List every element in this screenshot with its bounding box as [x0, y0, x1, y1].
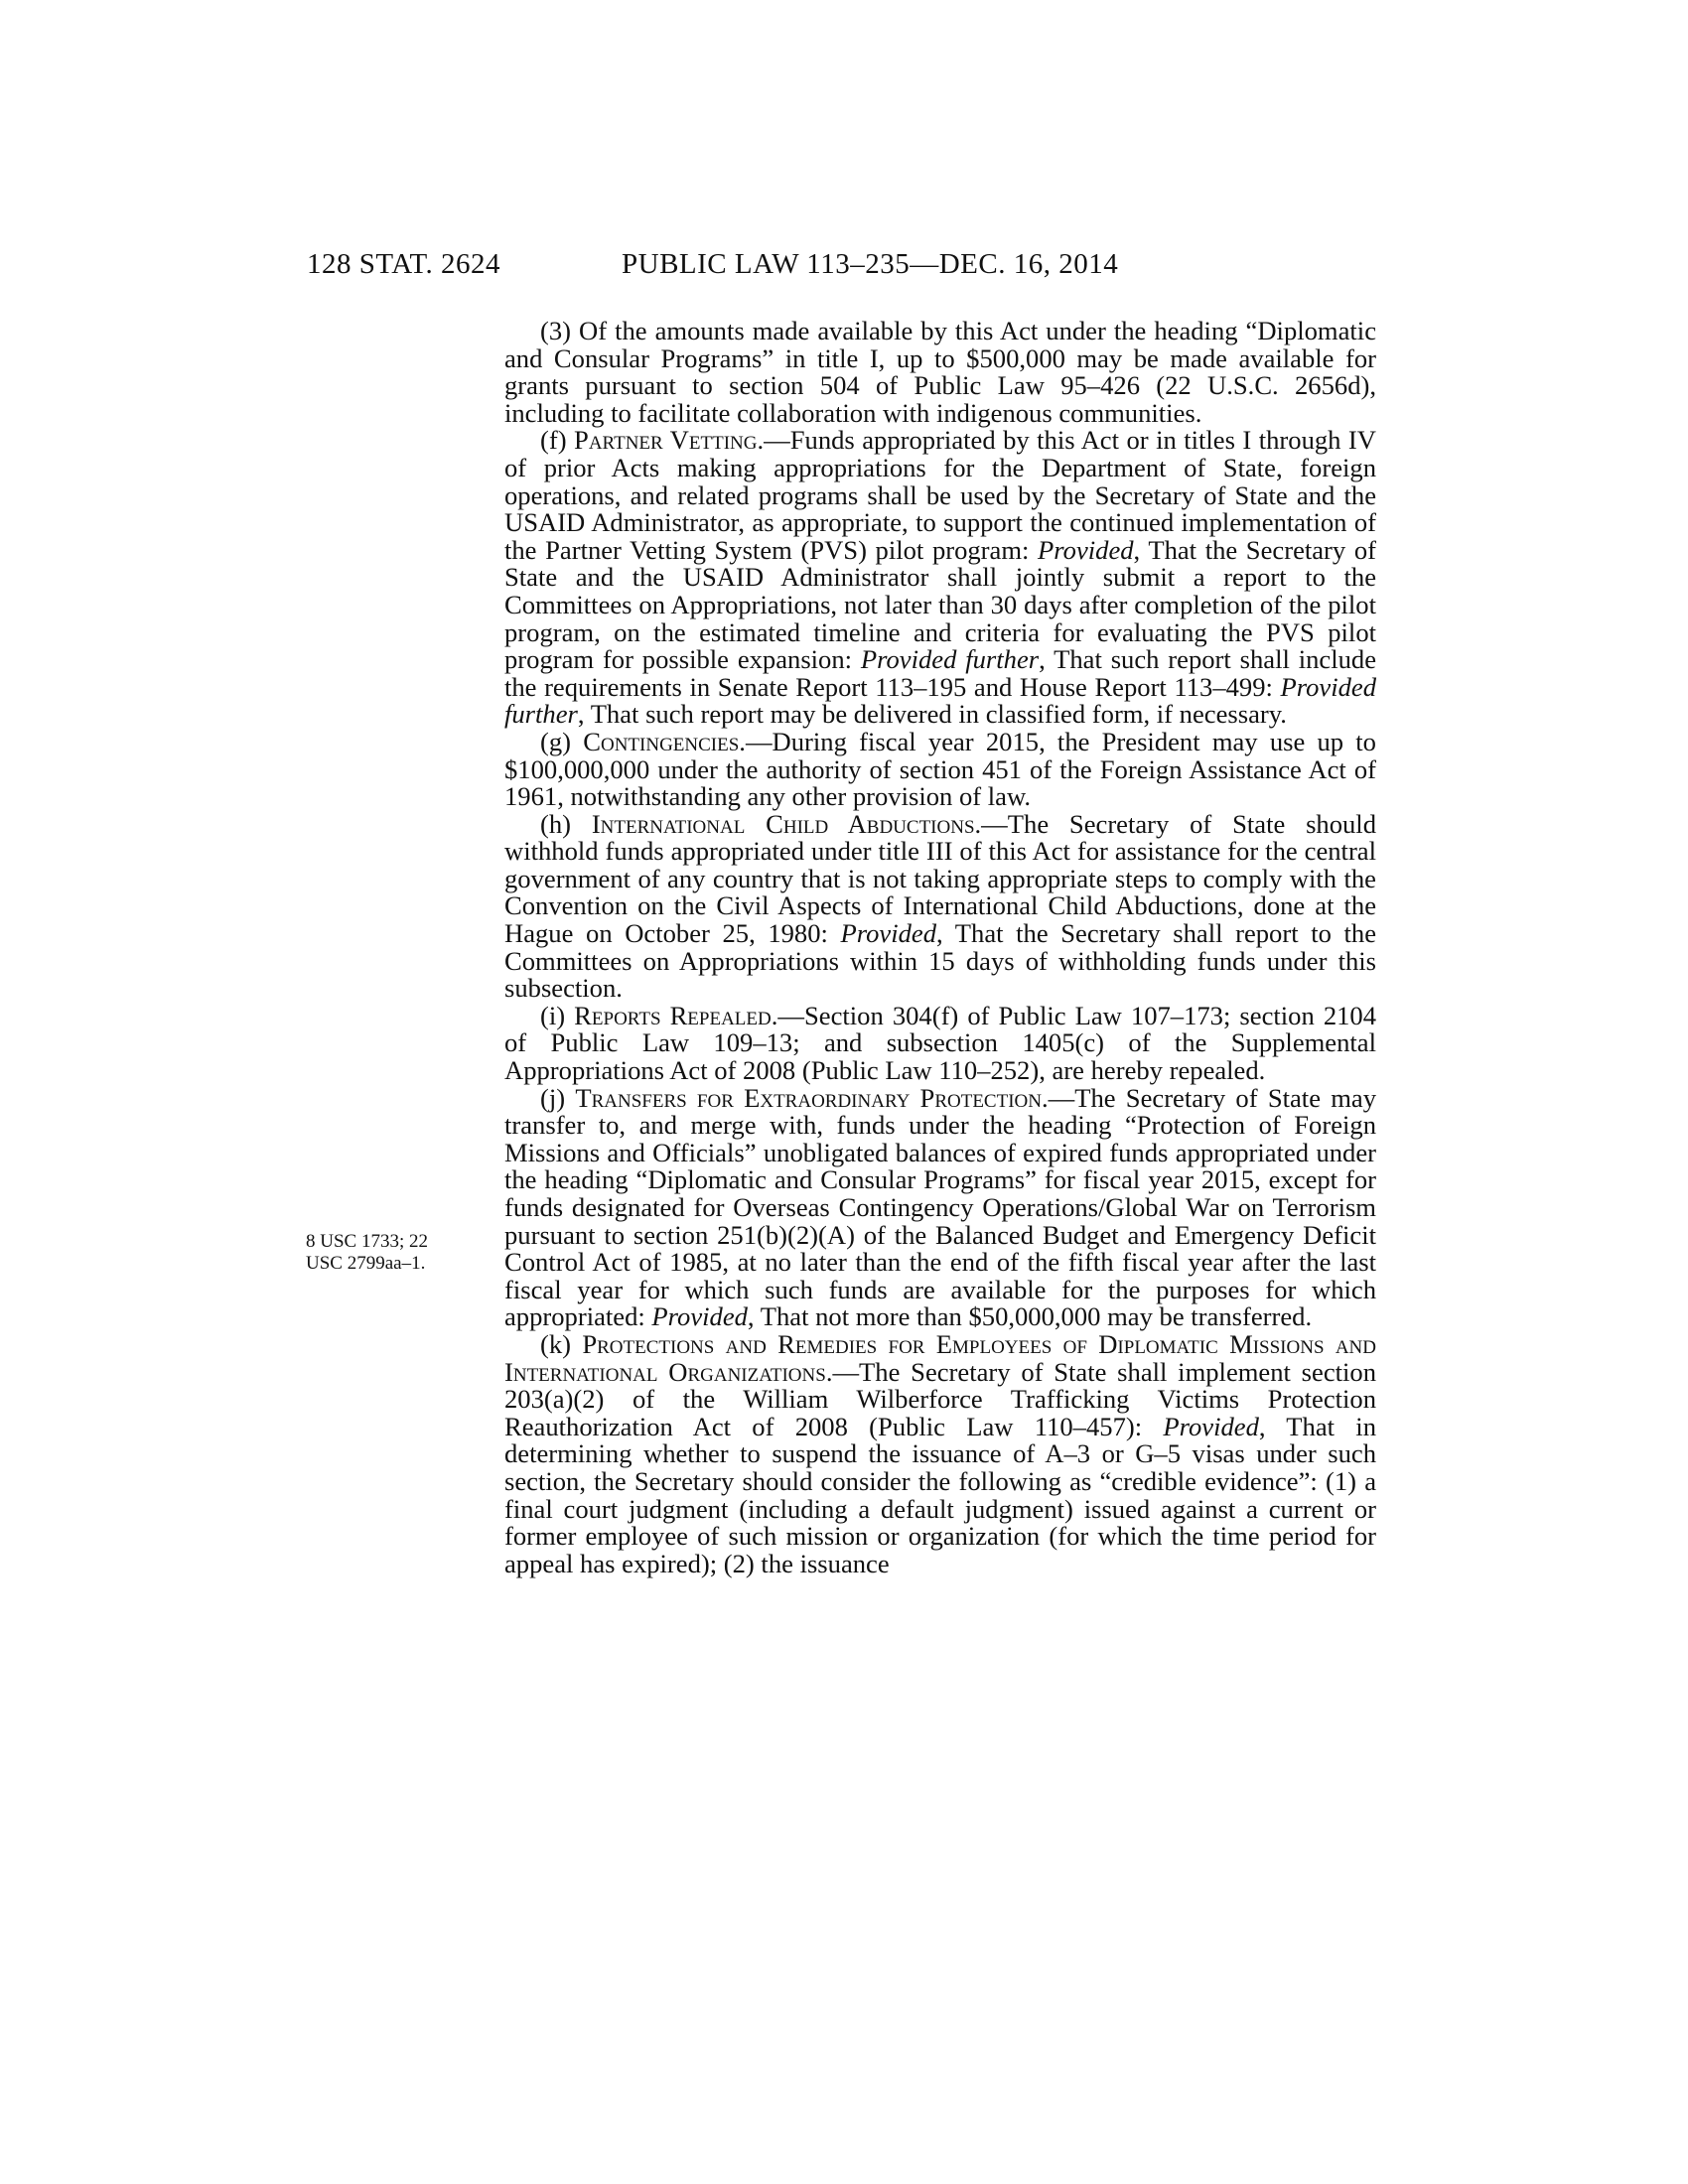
paragraph-text: .—Funds appropriated by this Act or in titles I through IV of prior Acts making appropriations for the Department of State, foreign operations, and related programs shall be used by the Secretary of State and the USAID Administrator, as appropriate, to support the continued implementation of the Partner Vetting System (PVS) pilot program:	[504, 425, 1376, 565]
paragraph-text: , That such report may be delivered in classified form, if necessary.	[577, 699, 1287, 730]
proviso-italic: Provided	[1038, 534, 1134, 565]
paragraph-label: (j)	[540, 1082, 576, 1113]
paragraph-text: .—The Secretary of State shall implement section 203(a)(2) of the William Wilberforce Trafficking Victims Protection Reauthorization Act of 2008 (Public Law 110–457):	[504, 1356, 1377, 1441]
body-text	[504, 318, 1376, 1577]
paragraph-text: .—Section 304(f) of Public Law 107–173; section 2104 of Public Law 109–13; and subsection 1405(c) of the Supplemental Appropriations Act of 2008 (Public Law 110–252), are hereby repealed.	[504, 1000, 1377, 1086]
proviso-italic: Provided further	[860, 644, 1040, 675]
statute-citation: 128 STAT. 2624	[307, 248, 501, 280]
paragraph-label: (f)	[540, 425, 575, 456]
paragraph-3-text: (3) Of the amounts made available by this Act under the heading “Diplomatic and Consular Programs” in title I, up to $500,000 may be made available for grants pursuant to section 504 of Public Law 95–426 (22 U.S.C. 2656d), including to facilitate collaboration with indigenous communities.	[504, 316, 1376, 428]
proviso-italic: Provided	[651, 1301, 748, 1332]
margin-note-line-2: USC 2799aa–1.	[306, 1253, 426, 1274]
paragraph-heading: Transfers for Extraordinary Protection	[575, 1082, 1042, 1113]
paragraph-text: , That in determining whether to suspend the issuance of A–3 or G–5 visas under such section, the Secretary should consider the following as “credible evidence”: (1) a final court judgment (including a default judgment) issued against a current or former employee of such mission or organization (for which the time period for appeal has expired); (2) the issuance	[504, 1411, 1376, 1578]
paragraph-label: (g)	[540, 726, 584, 756]
paragraph-j-transfers	[504, 1082, 1377, 1332]
proviso-italic: Provided	[840, 918, 937, 949]
margin-note	[306, 1231, 480, 1275]
paragraph-text: .—During fiscal year 2015, the President may use up to $100,000,000 under the authority of section 451 of the Foreign Assistance Act of 1961, notwithstanding any other provision of law.	[504, 726, 1376, 812]
paragraph-h-child-abductions	[504, 808, 1376, 1004]
paragraph-i-reports-repealed	[504, 1000, 1377, 1086]
paragraph-label: (k)	[540, 1328, 583, 1359]
paragraph-label: (h)	[540, 808, 592, 839]
paragraph-heading: Protections and Remedies for Employees of Diplomatic Missions and International Organizations	[504, 1328, 1376, 1387]
paragraph-text: .—The Secretary of State should withhold funds appropriated under title III of this Act for assistance for the central government of any country that is not taking appropriate steps to comply with the Convention on the Civil Aspects of International Child Abductions, done at the Hague on October 25, 1980:	[504, 808, 1376, 949]
paragraph-heading: Partner Vetting	[574, 425, 758, 456]
paragraph-text: , That not more than $50,000,000 may be transferred.	[747, 1301, 1313, 1332]
paragraph-heading: Reports Repealed	[574, 1000, 772, 1030]
paragraph-text: , That the Secretary of State and the USAID Administrator shall jointly submit a report to the Committees on Appropriations, not later than 30 days after completion of the pilot program, on the estimated timeline and criteria for evaluating the PVS pilot program for possible expansion:	[504, 534, 1376, 675]
paragraph-label: (i)	[540, 1000, 575, 1030]
proviso-italic: Provided further	[504, 671, 1376, 730]
paragraph-text: , That such report shall include the requirements in Senate Report 113–195 and House Report 113–499:	[504, 644, 1376, 702]
paragraph-g-contingencies	[504, 726, 1376, 812]
paragraph-text: .—The Secretary of State may transfer to, and merge with, funds under the heading “Protection of Foreign Missions and Officials” unobligated balances of expired funds appropriated under the heading “Diplomatic and Consular Programs” for fiscal year 2015, except for funds designated for Overseas Contingency Operations/Global War on Terrorism pursuant to section 251(b)(2)(A) of the Balanced Budget and Emergency Deficit Control Act of 1985, at no later than the end of the fifth fiscal year after the last fiscal year for which such funds are available for the purposes for which appropriated:	[504, 1082, 1377, 1332]
paragraph-k-protections	[504, 1328, 1377, 1578]
page-header	[0, 248, 1688, 288]
proviso-italic: Provided	[1163, 1411, 1259, 1441]
paragraph-3	[504, 318, 1376, 427]
running-head: PUBLIC LAW 113–235—DEC. 16, 2014	[622, 248, 1119, 280]
paragraph-heading: International Child Abductions	[591, 808, 975, 839]
paragraph-heading: Contingencies	[583, 726, 740, 756]
paragraph-f-partner-vetting	[504, 427, 1376, 729]
paragraph-text: , That the Secretary shall report to the Committees on Appropriations within 15 days of withholding funds under this subsection.	[504, 918, 1376, 1004]
margin-note-line-1: 8 USC 1733; 22	[306, 1231, 428, 1252]
